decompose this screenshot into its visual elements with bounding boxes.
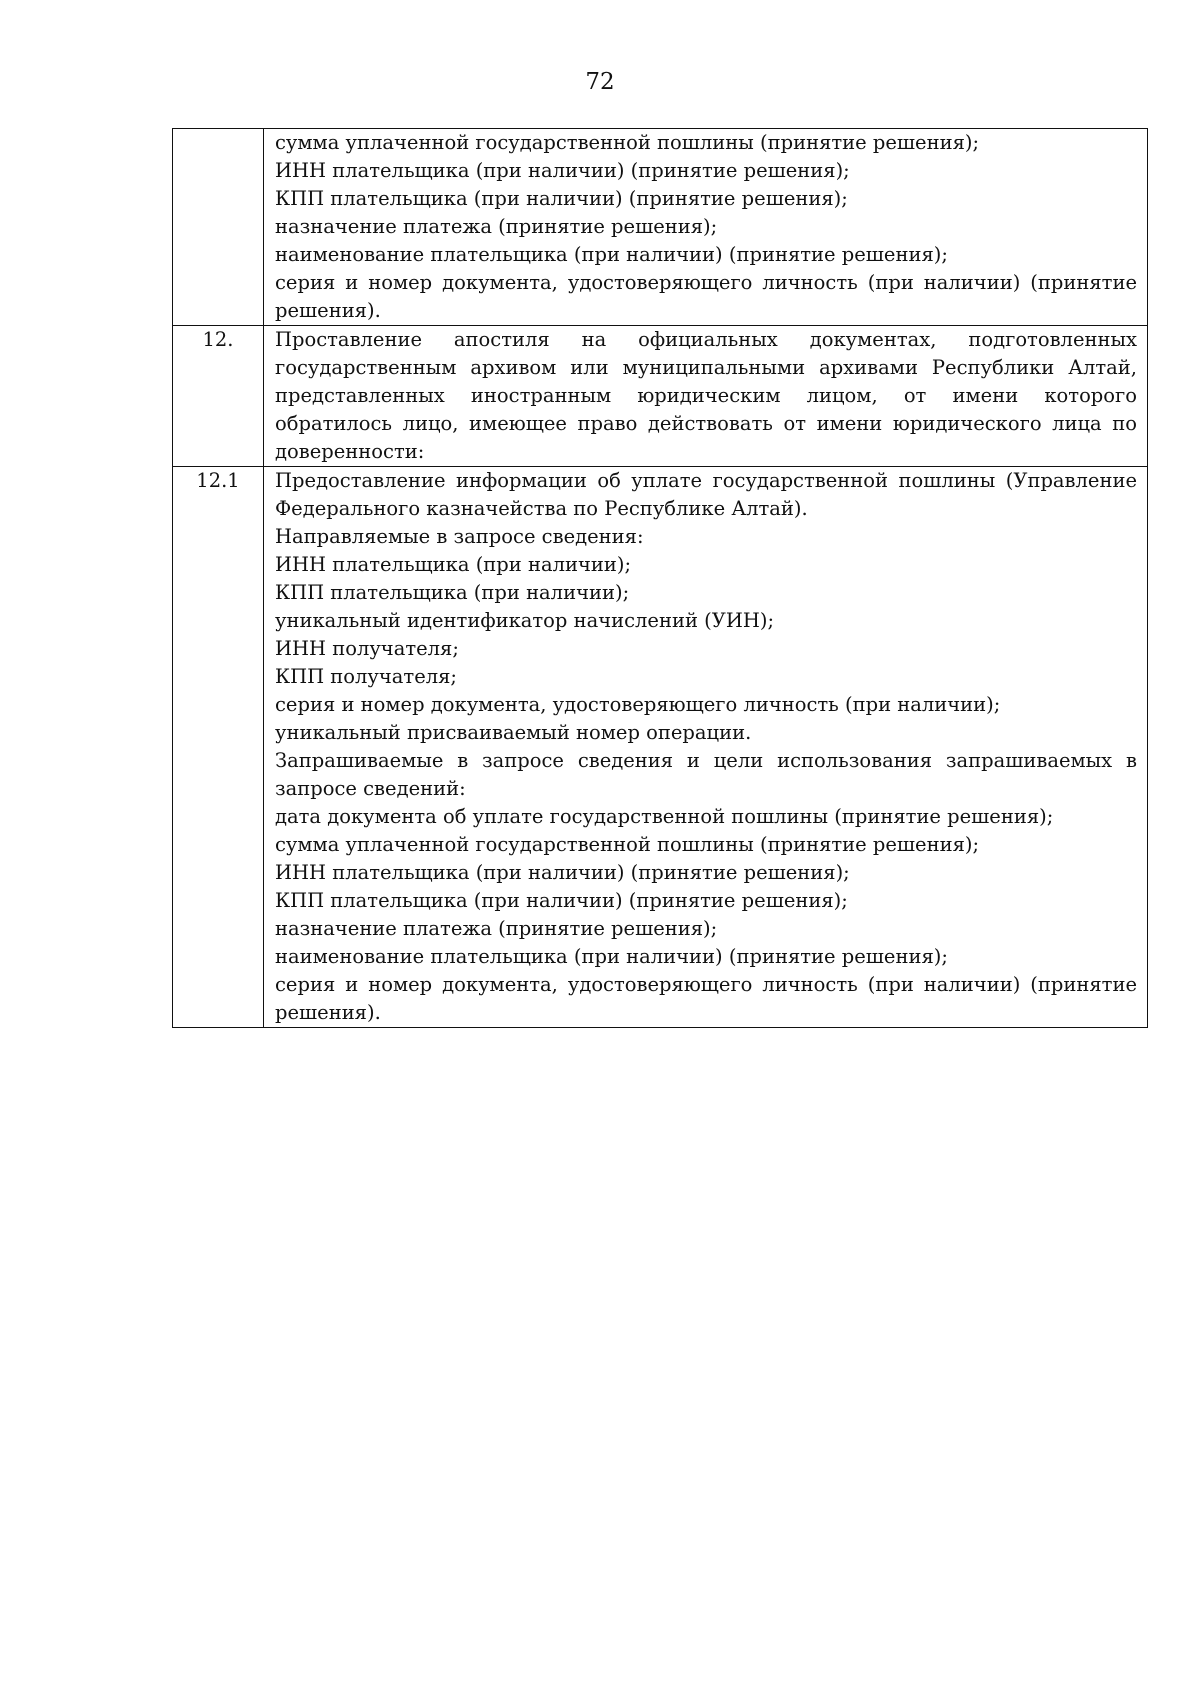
row-content [264,129,1148,326]
list-item: уникальный присваиваемый номер операции. [275,721,752,744]
paragraph: Запрашиваемые в запросе сведения и цели использования запрашиваемых в запросе сведений: [275,749,1137,800]
list-item: уникальный идентификатор начислений (УИН); [275,609,775,632]
table-row [173,129,1148,326]
list-item: сумма уплаченной государственной пошлины (принятие решения); [275,131,980,154]
row-content [264,326,1148,467]
table-row [173,467,1148,1028]
list-item: назначение платежа (принятие решения); [275,215,718,238]
list-item: Направляемые в запросе сведения: [275,525,644,548]
row-number: 12.1 [173,467,264,1028]
list-item: дата документа об уплате государственной пошлины (принятие решения); [275,805,1054,828]
page-number: 72 [585,69,615,95]
paragraph: серия и номер документа, удостоверяющего личность (при наличии) (принятие решения). [275,271,1137,322]
paragraph: Проставление апостиля на официальных документах, подготовленных государственным архивом или муниципальными архивами Республики Алтай, представленных иностранным юридическим лицом, от имени которого обратилось лицо, имеющее право действовать от имени юридического лица по доверенности: [275,328,1137,463]
list-item: ИНН получателя; [275,637,459,660]
list-item: КПП плательщика (при наличии); [275,581,630,604]
list-item: наименование плательщика (при наличии) (принятие решения); [275,945,948,968]
list-item: назначение платежа (принятие решения); [275,917,718,940]
list-item: наименование плательщика (при наличии) (принятие решения); [275,243,948,266]
list-item: ИНН плательщика (при наличии) (принятие решения); [275,159,850,182]
list-item: КПП плательщика (при наличии) (принятие решения); [275,187,848,210]
list-item: КПП плательщика (при наличии) (принятие решения); [275,889,848,912]
list-item: КПП получателя; [275,665,458,688]
list-item: ИНН плательщика (при наличии) (принятие решения); [275,861,850,884]
table-row [173,326,1148,467]
row-number: 12. [173,326,264,467]
document-table [172,128,1148,1028]
list-item: серия и номер документа, удостоверяющего личность (при наличии); [275,693,1001,716]
paragraph: Предоставление информации об уплате государственной пошлины (Управление Федерального казначейства по Республике Алтай). [275,469,1137,520]
paragraph: серия и номер документа, удостоверяющего личность (при наличии) (принятие решения). [275,973,1137,1024]
list-item: сумма уплаченной государственной пошлины (принятие решения); [275,833,980,856]
list-item: ИНН плательщика (при наличии); [275,553,632,576]
row-content [264,467,1148,1028]
row-number [173,129,264,326]
